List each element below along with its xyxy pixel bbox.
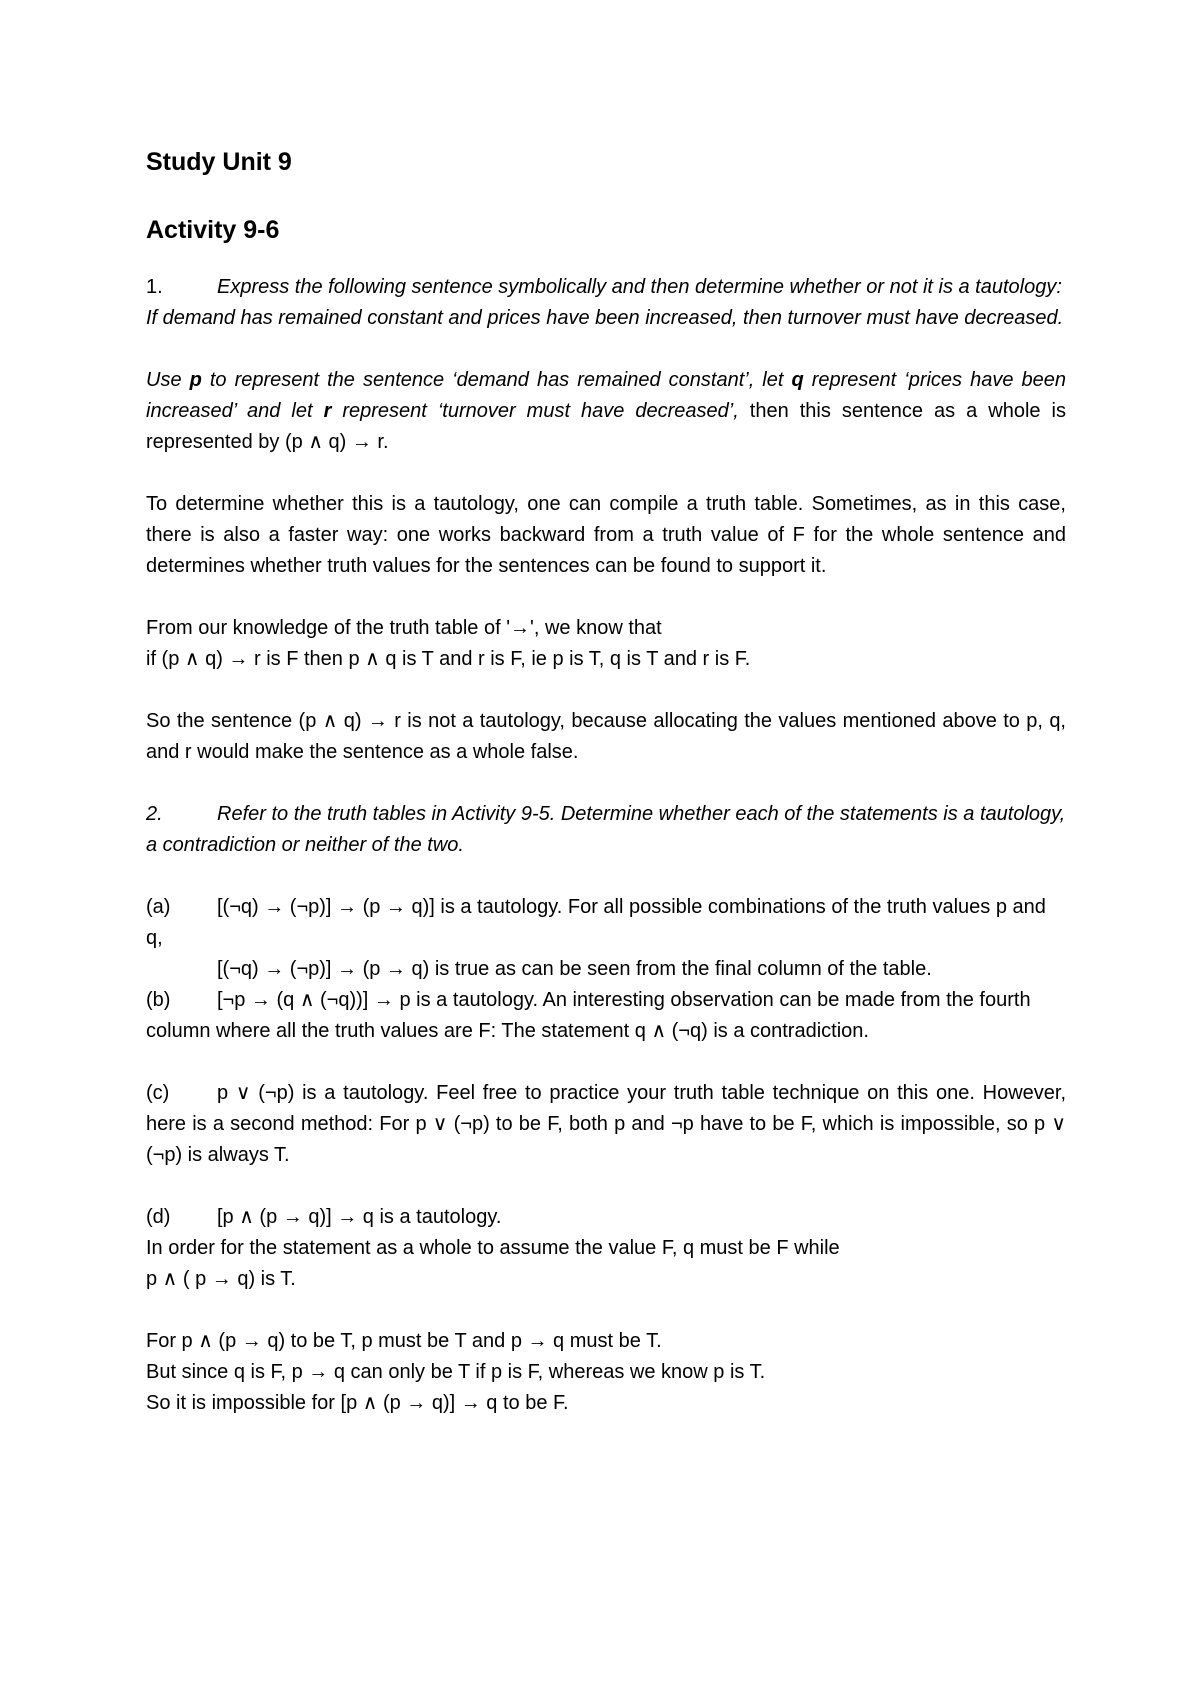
q2-prompt-text: Refer to the truth tables in Activity 9-5. Determine whether each of the statements is a tautology, a contradiction or neither of the two.	[146, 803, 1066, 856]
q2-number: 2.	[146, 803, 163, 825]
q2-item-c	[146, 1078, 1066, 1171]
document-page	[146, 146, 1066, 1419]
item-d-line5: But since q is F, p → q can only be T if p is F, whereas we know p is T.	[146, 1361, 766, 1383]
item-d-label: (d)	[146, 1206, 171, 1228]
q1-number: 1.	[146, 276, 163, 298]
q1-rep-tail: then this sentence as a whole is represented by (p ∧ q) → r.	[146, 400, 1066, 453]
item-a-line2: [(¬q) → (¬p)] → (p → q) is true as can be seen from the final column of the table.	[217, 958, 932, 980]
var-r: r	[323, 400, 332, 422]
q1-prompt-text: Express the following sentence symbolically and then determine whether or not it is a tautology:	[217, 276, 1062, 298]
item-a-label: (a)	[146, 896, 171, 918]
q2-item-a	[146, 892, 1066, 954]
item-d-line4: For p ∧ (p → q) to be T, p must be T and p → q must be T.	[146, 1330, 662, 1352]
item-a-text: [(¬q) → (¬p)] → (p → q)] is a tautology. For all possible combinations of the truth values p and q,	[146, 896, 1046, 949]
q1-conclusion: So the sentence (p ∧ q) → r is not a tautology, because allocating the values mentioned above to p, q, and r would make the sentence as a whole false.	[146, 710, 1066, 763]
item-d-line3: p ∧ ( p → q) is T.	[146, 1268, 296, 1290]
q1-rep-mid3: represent ‘turnover must have decreased’,	[331, 400, 739, 422]
item-d-line6: So it is impossible for [p ∧ (p → q)] → q to be F.	[146, 1392, 569, 1414]
var-p: p	[189, 369, 202, 391]
item-c-text: p ∨ (¬p) is a tautology. Feel free to practice your truth table technique on this one. However, here is a second method: For p ∨ (¬p) to be F, both p and ¬p have to be F, which is impossible, so p ∨ (¬p) is always T.	[146, 1082, 1066, 1166]
q1-sentence: If demand has remained constant and prices have been increased, then turnover must have decreased.	[146, 307, 1064, 329]
item-d-line2: In order for the statement as a whole to assume the value F, q must be F while	[146, 1237, 840, 1259]
q2-prompt	[146, 799, 1066, 861]
item-d-text: [p ∧ (p → q)] → q is a tautology.	[217, 1206, 502, 1228]
q1-knowledge-line1: From our knowledge of the truth table of '→', we know that	[146, 617, 662, 639]
activity-title: Activity 9-6	[146, 216, 280, 244]
page-title: Study Unit 9	[146, 148, 292, 176]
q1-representation	[146, 365, 1066, 458]
item-b-text: [¬p → (q ∧ (¬q))] → p is a tautology. An interesting observation can be made from the fourth column where all the truth values are F: The statement q ∧ (¬q) is a contradiction.	[146, 989, 1031, 1042]
item-c-label: (c)	[146, 1082, 170, 1104]
q1-rep-use: Use	[146, 369, 190, 391]
q1-rep-mid1: to represent the sentence ‘demand has remained constant’, let	[201, 369, 792, 391]
q1-rep-mid2: represent ‘prices have been increased’ and let	[146, 369, 1066, 422]
q1-prompt	[146, 272, 1066, 303]
q1-knowledge-line2: if (p ∧ q) → r is F then p ∧ q is T and r is F, ie p is T, q is T and r is F.	[146, 648, 751, 670]
q2-item-b	[146, 985, 1066, 1047]
var-q: q	[791, 369, 804, 391]
q1-method: To determine whether this is a tautology, one can compile a truth table. Sometimes, as in this case, there is also a faster way: one works backward from a truth value of F for the whole sentence and determines whether truth values for the sentences can be found to support it.	[146, 493, 1066, 577]
item-b-label: (b)	[146, 989, 171, 1011]
q2-item-d	[146, 1202, 1066, 1233]
